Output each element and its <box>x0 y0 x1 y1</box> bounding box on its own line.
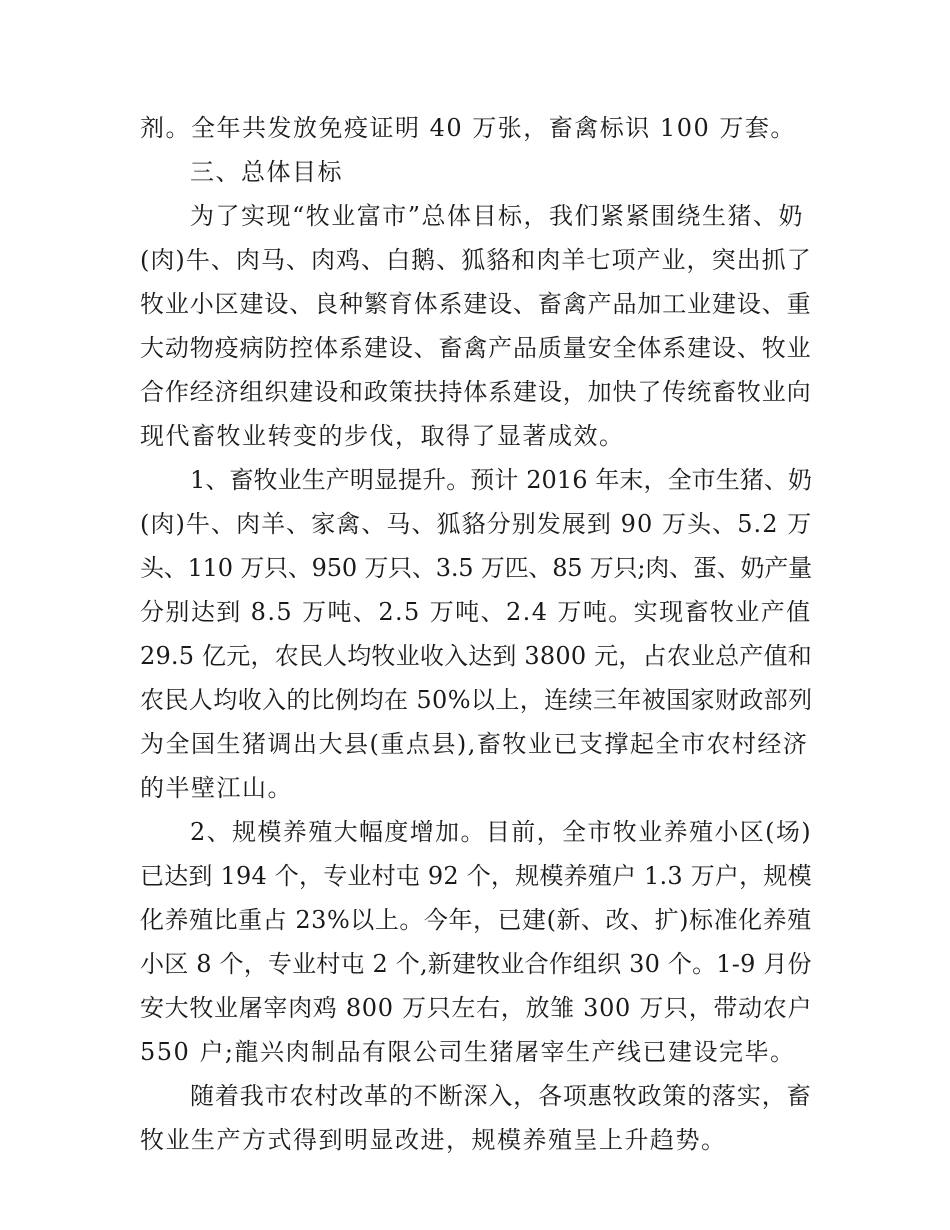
text-line: 牧业生产方式得到明显改进，规模养殖呈上升趋势。 <box>140 1126 727 1154</box>
text-line: 农民人均收入的比例均在 50%以上，连续三年被国家财政部列 <box>140 686 813 714</box>
text-line: 随着我市农村改革的不断深入，各项惠牧政策的落实，畜 <box>190 1082 812 1110</box>
text-line: 的半壁江山。 <box>140 774 293 802</box>
text-line: 牧业小区建设、良种繁育体系建设、畜禽产品加工业建设、重 <box>140 290 812 318</box>
text-line: 为了实现“牧业富市”总体目标，我们紧紧围绕生猪、奶 <box>190 202 805 230</box>
text-line: 1、畜牧业生产明显提升。预计 2016 年末，全市生猪、奶 <box>190 466 813 494</box>
text-line: (肉)牛、肉马、肉鸡、白鹅、狐貉和肉羊七项产业，突出抓了 <box>140 246 812 274</box>
text-line: 29.5 亿元，农民人均牧业收入达到 3800 元，占农业总产值和 <box>140 642 812 670</box>
text-line: 头、110 万只、950 万只、3.5 万匹、85 万只;肉、蛋、奶产量 <box>140 554 812 582</box>
text-line: 合作经济组织建设和政策扶持体系建设，加快了传统畜牧业向 <box>140 378 812 406</box>
text-line: 2、规模养殖大幅度增加。目前，全市牧业养殖小区(场) <box>190 818 812 846</box>
text-line: 为全国生猪调出大县(重点县),畜牧业已支撑起全市农村经济 <box>140 730 809 758</box>
text-line: 安大牧业屠宰肉鸡 800 万只左右，放雏 300 万只，带动农户 <box>140 994 813 1022</box>
text-line: 已达到 194 个，专业村屯 92 个，规模养殖户 1.3 万户，规模 <box>140 862 812 890</box>
text-line: 小区 8 个，专业村屯 2 个,新建牧业合作组织 30 个。1-9 月份 <box>140 950 812 978</box>
section-heading: 三、总体目标 <box>190 158 343 186</box>
text-line: 分别达到 8.5 万吨、2.5 万吨、2.4 万吨。实现畜牧业产值 <box>140 598 812 626</box>
text-line: 大动物疫病防控体系建设、畜禽产品质量安全体系建设、牧业 <box>140 334 812 362</box>
text-line: 化养殖比重占 23%以上。今年，已建(新、改、扩)标准化养殖 <box>140 906 812 934</box>
text-line: 现代畜牧业转变的步伐，取得了显著成效。 <box>140 422 625 450</box>
text-line: (肉)牛、肉羊、家禽、马、狐貉分别发展到 90 万头、5.2 万 <box>140 510 813 538</box>
text-line: 550 户;龍兴肉制品有限公司生猪屠宰生产线已建设完毕。 <box>140 1038 796 1066</box>
text-line: 剂。全年共发放免疫证明 40 万张，畜禽标识 100 万套。 <box>140 114 796 142</box>
